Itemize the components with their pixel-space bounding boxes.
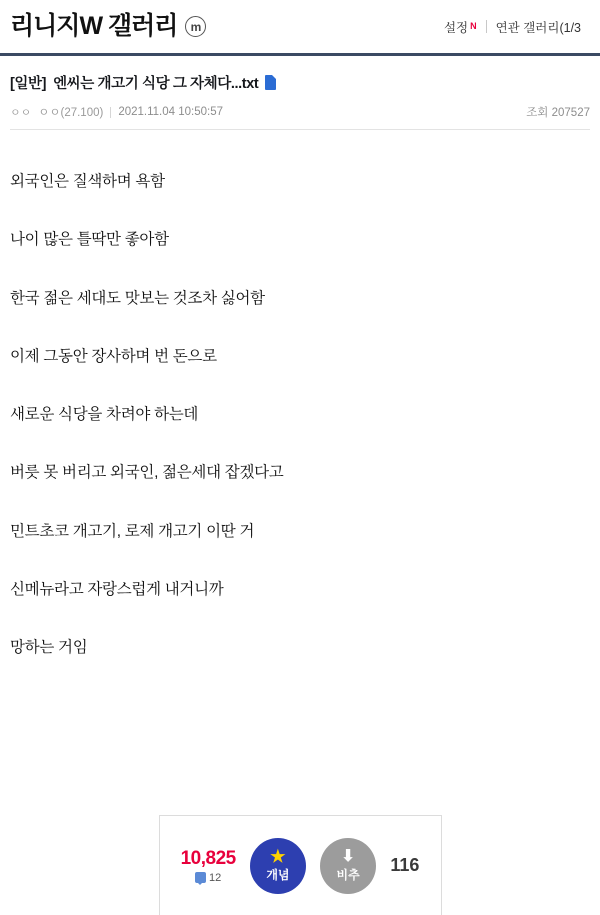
post-paragraph: 민트초코 개고기, 로제 개고기 이딴 거 <box>10 522 255 540</box>
post-paragraph: 외국인은 질색하며 욕함 <box>10 173 165 190</box>
upvote-count: 10,825 <box>180 847 236 869</box>
post-paragraph: 한국 젊은 세대도 맛보는 것조차 싫어함 <box>10 289 265 307</box>
upvote-count-group <box>181 848 236 884</box>
new-badge-icon: N <box>470 21 477 31</box>
subscribe-icon <box>195 872 206 883</box>
related-gallery-label: 연관 갤러리(1/3 <box>495 20 581 35</box>
header-actions <box>435 18 590 36</box>
star-icon: ★ <box>270 847 286 866</box>
post-paragraph: 신메뉴라고 자랑스럽게 내거니까 <box>10 580 224 598</box>
settings-link[interactable] <box>435 18 486 36</box>
arrow-down-icon: ⬇ <box>341 847 355 865</box>
views-label: 조회 <box>526 107 549 119</box>
settings-label: 설정 <box>443 20 469 35</box>
post-author[interactable]: ㅇㅇ(27.100) <box>38 107 104 119</box>
post-paragraph: 새로운 식당을 차려야 하는데 <box>10 406 199 423</box>
downvote-count: 116 <box>390 855 420 875</box>
upvote-button[interactable] <box>250 838 306 894</box>
post-paragraph: 망하는 거임 <box>10 639 88 656</box>
post-title-text: 엔씨는 개고기 식당 그 자체다...txt <box>53 76 259 92</box>
subscribe-count: 12 <box>209 871 222 884</box>
post-content <box>0 130 600 659</box>
post-paragraph: 이제 그동안 장사하며 번 돈으로 <box>10 347 217 365</box>
mobile-badge-icon: m <box>185 16 206 37</box>
gallery-brand[interactable] <box>10 14 206 39</box>
post-header <box>0 56 600 130</box>
gallery-title: 리니지W 갤러리 <box>10 12 178 40</box>
post-meta <box>10 104 590 130</box>
reaction-box <box>159 815 442 915</box>
subscribe-count-group <box>195 872 221 884</box>
post-category: [일반] <box>10 76 47 92</box>
meta-divider <box>110 107 111 118</box>
post-paragraph: 버릇 못 버리고 외국인, 젊은세대 잡겠다고 <box>10 464 284 482</box>
upvote-button-label: 개념 <box>266 868 290 882</box>
reaction-section <box>0 815 600 915</box>
downvote-button-label: 비추 <box>336 867 360 882</box>
post-title <box>10 72 590 93</box>
post-paragraph: 나이 많은 틀딱만 좋아함 <box>10 231 169 249</box>
anonymous-icon: ㅇㅇ <box>10 107 32 119</box>
txt-file-icon[interactable] <box>265 75 276 90</box>
site-header <box>0 0 600 56</box>
views-count: 207527 <box>551 107 590 119</box>
related-gallery-link[interactable] <box>487 18 590 36</box>
downvote-button[interactable] <box>320 838 376 894</box>
post-date: 2021.11.04 10:50:57 <box>118 106 223 118</box>
